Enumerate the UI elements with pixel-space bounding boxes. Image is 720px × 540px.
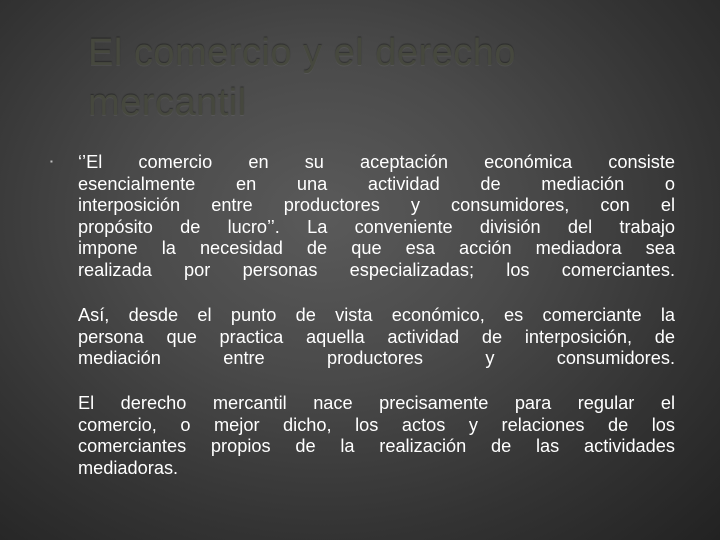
paragraph-3-line: comerciantes propios de la realización de las actividades (78, 436, 675, 457)
paragraph-1-line: propósito de lucro’’. La conveniente división del trabajo (78, 216, 675, 237)
slide-title-line-2: mercantil (88, 82, 247, 124)
paragraph-2-line: mediación entre productores y consumidores. (78, 348, 675, 369)
paragraph-1-line: ‘’El comercio en su aceptación económica consiste (78, 152, 675, 172)
paragraph-1 (78, 152, 675, 282)
bullet-icon: ▪ (50, 157, 53, 166)
paragraph-1-line: impone la necesidad de que esa acción mediadora sea (78, 238, 675, 259)
paragraph-1-line: realizada por personas especializadas; los comerciantes. (78, 259, 675, 280)
paragraph-3-line: El derecho mercantil nace precisamente para regular el (78, 393, 675, 413)
paragraph-1-line: interposición entre productores y consumidores, con el (78, 195, 675, 216)
paragraph-2 (78, 305, 675, 370)
paragraph-1-line: esencialmente en una actividad de mediación o (78, 173, 675, 194)
paragraph-2-line: persona que practica aquella actividad de interposición, de (78, 326, 675, 347)
paragraph-3-line: comercio, o mejor dicho, los actos y relaciones de los (78, 414, 675, 435)
slide-title (88, 28, 688, 128)
paragraph-2-line: Así, desde el punto de vista económico, es comerciante la (78, 305, 675, 325)
paragraph-3-line: mediadoras. (78, 457, 179, 478)
paragraph-3 (78, 393, 675, 479)
slide-title-line-1: El comercio y el derecho (88, 32, 517, 74)
